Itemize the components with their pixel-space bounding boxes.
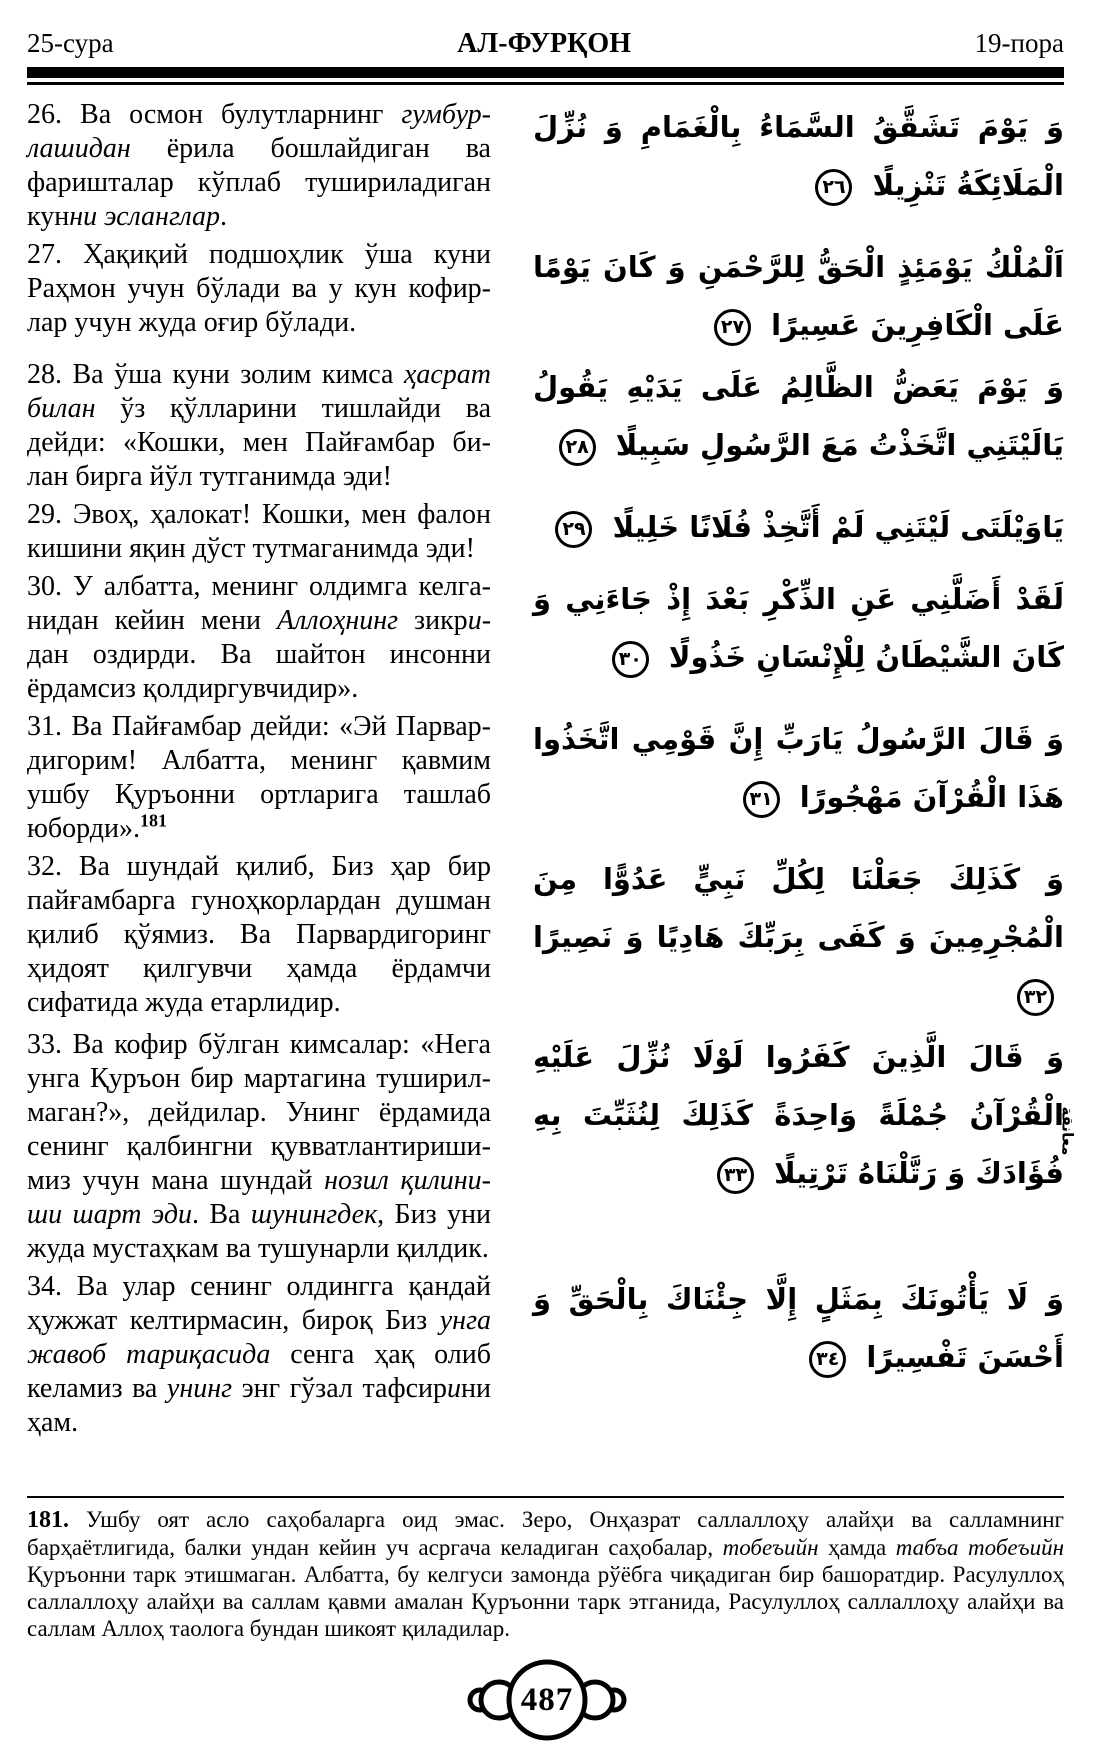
footnote-number: 181. bbox=[27, 1507, 69, 1533]
arabic-ayah-body: وَ قَالَ الَّذِينَ كَفَرُوا لَوْلَا نُزِّلَ عَلَيْهِ الْقُرْآنُ جُمْلَةً وَاحِدَةً كَذَلِكَ لِنُثَبِّتَ بِهِ فُؤَادَكَ وَ رَتَّلْنَاهُ تَرْتِيلًا bbox=[533, 1040, 1064, 1190]
verse-row bbox=[27, 1028, 1064, 1266]
ayah-number-badge: ٢٨ bbox=[559, 429, 596, 466]
ayah-number-badge: ٢٦ bbox=[815, 169, 852, 206]
verse-row bbox=[27, 358, 1064, 494]
footnote-text: Ушбу оят асло саҳобаларга оид эмас. Зеро, Онҳазрат саллаллоҳу алайҳи ва салламнинг барҳаётлигида, балки ундан кейин уч асргача келадиган саҳобалар, тобеъийн ҳамда табъа тобеъийн Қуръонни тарк этишмаган. Албатта, бу келгуси замонда рўёбга чиқадиган бир башоратдир. Расулуллоҳ саллаллоҳу алайҳи ва саллам қавми амалан Қуръонни тарк этганида, Расулуллоҳ саллаллоҳу алайҳи ва саллам Аллоҳ таолога бундан шикоят қиладилар. bbox=[27, 1507, 1064, 1641]
muanaqah-margin-note: معانقة bbox=[1058, 1106, 1077, 1156]
ayah-number-badge: ٣٠ bbox=[612, 641, 649, 678]
arabic-ayah-body: وَ لَا يَأْتُونَكَ بِمَثَلٍ إِلَّا جِئْنَاكَ بِالْحَقِّ وَ أَحْسَنَ تَفْسِيرًا bbox=[533, 1282, 1064, 1374]
uzbek-translation-text: 30. У албатта, менинг олдимга келга-нидан кейин мени Аллоҳнинг зикри-дан оздирди. Ва шайтон инсонни ёрдамсиз қолдиргувчидир». bbox=[27, 571, 492, 704]
ayah-number-badge: ٣٢ bbox=[1017, 979, 1054, 1016]
verse-row bbox=[27, 1270, 1064, 1440]
uzbek-translation-text: 32. Ва шундай қилиб, Биз ҳар бир пайғамбарга гуноҳкорлардан душман қилиб қўямиз. Ва Парвардигоринг ҳидоят қилгувчи ҳамда ёрдамчи сифатида жуда етарлидир. bbox=[27, 851, 491, 1018]
arabic-verse-text bbox=[533, 1028, 1064, 1202]
ayah-number-badge: ٢٩ bbox=[555, 511, 592, 548]
uzbek-translation-text: 26. Ва осмон булутларнинг гумбур-лашидан ёрила бошлайдиган ва фаришталар кўплаб тушириладиган кунни эсланглар. bbox=[27, 99, 491, 232]
verse-row bbox=[27, 498, 1064, 566]
sura-title: АЛ-ФУРҚОН bbox=[457, 28, 631, 59]
arabic-ayah-body: وَ كَذَلِكَ جَعَلْنَا لِكُلِّ نَبِيٍّ عَدُوًّا مِنَ الْمُجْرِمِينَ وَ كَفَى بِرَبِّكَ هَادِيًا وَ نَصِيرًا bbox=[533, 862, 1064, 954]
arabic-ayah-body: وَ يَوْمَ تَشَقَّقُ السَّمَاءُ بِالْغَمَامِ وَ نُزِّلَ الْمَلَائِكَةُ تَنْزِيلًا bbox=[533, 110, 1064, 202]
arabic-verse-text bbox=[533, 98, 1064, 214]
uzbek-translation-text: 34. Ва улар сенинг олдингга қандай ҳужжат келтирмасин, бироқ Биз унга жавоб тариқасида сенга ҳақ олиб келамиз ва унинг энг гўзал тафсирини ҳам. bbox=[27, 1271, 491, 1438]
arabic-ayah-body: وَ يَوْمَ يَعَضُّ الظَّالِمُ عَلَى يَدَيْهِ يَقُولُ يَالَيْتَنِي اتَّخَذْتُ مَعَ الرَّسُولِ سَبِيلًا bbox=[533, 370, 1064, 462]
footnote-separator-line bbox=[27, 1496, 1064, 1498]
ayah-number-badge: ٣٣ bbox=[717, 1157, 754, 1194]
arabic-ayah-body: وَ قَالَ الرَّسُولُ يَارَبِّ إِنَّ قَوْمِي اتَّخَذُوا هَذَا الْقُرْآنَ مَهْجُورًا bbox=[533, 722, 1064, 814]
ayah-number-badge: ٢٧ bbox=[714, 309, 751, 346]
uzbek-translation-text: 29. Эвоҳ, ҳалокат! Кошки, мен фалон кишини яқин дўст тутмаганимда эди! bbox=[27, 499, 491, 564]
arabic-ayah-body: اَلْمُلْكُ يَوْمَئِذٍ الْحَقُّ لِلرَّحْمَنِ وَ كَانَ يَوْمًا عَلَى الْكَافِرِينَ عَسِيرًا bbox=[533, 250, 1064, 342]
verse-row bbox=[27, 570, 1064, 706]
verse-row bbox=[27, 98, 1064, 234]
arabic-verse-text bbox=[533, 1270, 1064, 1386]
ayah-number-badge: ٣٤ bbox=[809, 1341, 846, 1378]
juz-number-label: 19-пора bbox=[974, 28, 1064, 58]
page-number-seal bbox=[0, 1652, 1094, 1748]
rule-thick-bar bbox=[27, 67, 1064, 78]
verse-row bbox=[27, 238, 1064, 354]
uzbek-translation-text: 27. Ҳақиқий подшоҳлик ўша куни Раҳмон учун бўлади ва у кун кофир-лар учун жуда оғир бўлади. bbox=[27, 239, 491, 338]
footnote bbox=[27, 1506, 1064, 1642]
arabic-verse-text bbox=[533, 358, 1064, 474]
verse-row bbox=[27, 710, 1064, 846]
arabic-ayah-body: لَقَدْ أَضَلَّنِي عَنِ الذِّكْرِ بَعْدَ إِذْ جَاءَنِي وَ كَانَ الشَّيْطَانُ لِلْإِنْسَانِ خَذُولًا bbox=[533, 582, 1064, 674]
page-number: 487 bbox=[520, 1681, 574, 1718]
arabic-verse-text bbox=[533, 498, 1064, 556]
arabic-verse-text bbox=[533, 850, 1064, 1024]
page-header bbox=[27, 28, 1064, 60]
uzbek-translation-text: 28. Ва ўша куни золим кимса ҳасрат билан ўз қўлларини тишлайди ва дейди: «Кошки, мен Пайғамбар би-лан бирга йўл тутганимда эди! bbox=[27, 359, 491, 492]
verse-row bbox=[27, 850, 1064, 1024]
arabic-verse-text bbox=[533, 570, 1064, 686]
arabic-ayah-body: يَاوَيْلَتَى لَيْتَنِي لَمْ أَتَّخِذْ فُلَانًا خَلِيلًا bbox=[612, 510, 1064, 544]
verses-container bbox=[27, 98, 1064, 1440]
sura-number-label: 25-сура bbox=[27, 28, 114, 58]
ayah-number-badge: ٣١ bbox=[743, 781, 780, 818]
arabic-verse-text bbox=[533, 710, 1064, 826]
arabic-verse-text bbox=[533, 238, 1064, 354]
uzbek-translation-text: 33. Ва кофир бўлган кимсалар: «Нега унга Қуръон бир мартагина туширил-маган?», дейдилар. Унинг ёрдамида сенинг қалбингни қувватлантириши-миз учун мана шундай нозил қилини-ши шарт эди. Ва шунингдек, Биз уни жуда мустаҳкам ва тушунарли қилдик. bbox=[27, 1029, 492, 1264]
seal-ornament bbox=[459, 1652, 635, 1748]
uzbek-translation-text: 31. Ва Пайғамбар дейди: «Эй Парвар-дигорим! Албатта, менинг қавмим ушбу Қуръонни ортларига ташлаб юборди».$^{181}$ bbox=[27, 711, 491, 844]
header-double-rule bbox=[27, 67, 1064, 85]
rule-thin-bar bbox=[27, 82, 1064, 85]
